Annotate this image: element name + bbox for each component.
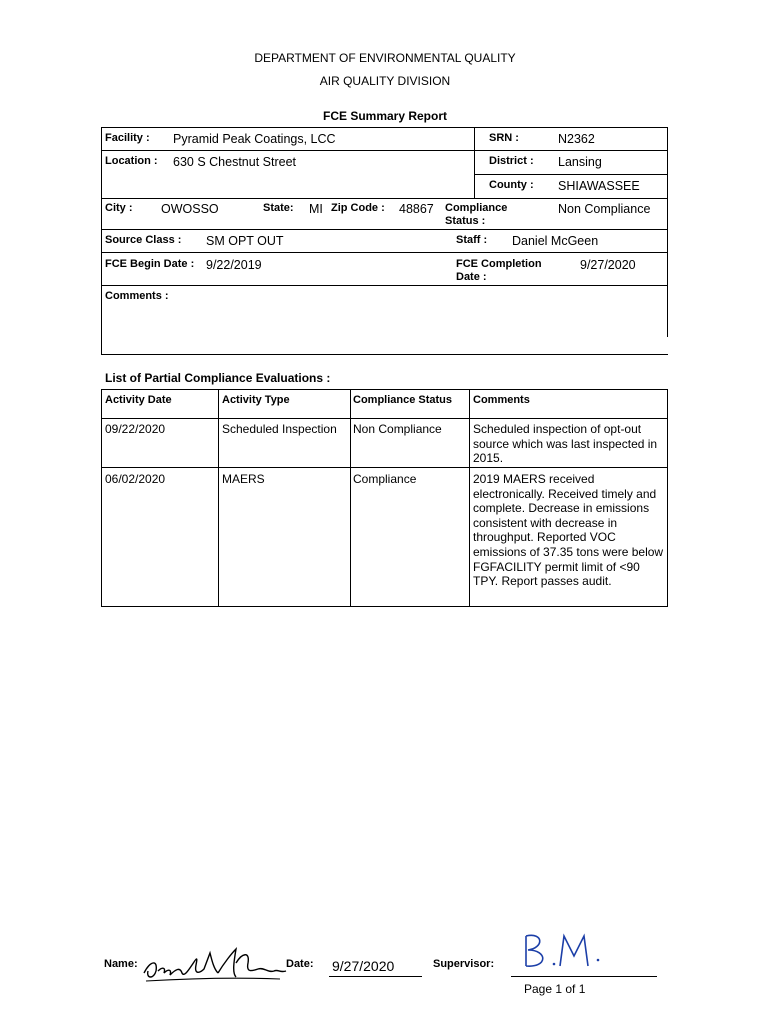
county-label: County : <box>489 179 534 191</box>
staff-value: Daniel McGeen <box>512 234 599 248</box>
page-number: Page 1 of 1 <box>524 982 586 996</box>
district-value: Lansing <box>558 155 602 169</box>
pce-title: List of Partial Compliance Evaluations : <box>105 371 331 385</box>
source-class-value: SM OPT OUT <box>206 234 284 248</box>
department-heading: DEPARTMENT OF ENVIRONMENTAL QUALITY <box>254 51 516 65</box>
facility-label: Facility : <box>105 132 150 144</box>
zip-label: Zip Code : <box>331 202 385 214</box>
district-label: District : <box>489 155 534 167</box>
column-header-activity-date: Activity Date <box>105 394 172 406</box>
name-signature <box>140 943 290 987</box>
fce-completion-value: 9/27/2020 <box>580 258 636 272</box>
row-activity-type: MAERS <box>222 472 265 486</box>
state-value: MI <box>309 202 323 216</box>
column-header-compliance-status: Compliance Status <box>353 394 453 406</box>
supervisor-label: Supervisor: <box>433 958 495 970</box>
row-comments: 2019 MAERS received electronically. Received timely and complete. Decrease in emissions consistent with decrease in throughput. Reported VOC emissions of 37.35 tons were below FGFACILITY permit limit of <90 TPY. Report passes audit. <box>473 472 664 589</box>
compliance-status-label-line1: Compliance <box>445 202 508 214</box>
row-compliance-status: Non Compliance <box>353 422 442 436</box>
row-activity-date: 06/02/2020 <box>105 472 166 486</box>
fce-begin-label: FCE Begin Date : <box>105 258 195 270</box>
column-header-comments: Comments <box>473 394 530 406</box>
zip-value: 48867 <box>399 202 434 216</box>
fce-begin-value: 9/22/2019 <box>206 258 262 272</box>
city-value: OWOSSO <box>161 202 219 216</box>
report-title: FCE Summary Report <box>322 109 448 123</box>
row-comments: Scheduled inspection of opt-out source which was last inspected in 2015. <box>473 422 658 466</box>
date-value: 9/27/2020 <box>332 958 395 974</box>
supervisor-initials-signature <box>518 930 608 972</box>
column-header-activity-type: Activity Type <box>222 394 290 406</box>
name-label: Name: <box>104 958 138 970</box>
state-label: State: <box>263 202 294 214</box>
compliance-status-value: Non Compliance <box>558 202 651 216</box>
facility-value: Pyramid Peak Coatings, LCC <box>173 132 336 146</box>
comments-label: Comments : <box>105 290 169 302</box>
compliance-status-label-line2: Status : <box>445 215 486 227</box>
location-label: Location : <box>105 155 158 167</box>
srn-value: N2362 <box>558 132 595 146</box>
county-value: SHIAWASSEE <box>558 179 640 193</box>
supervisor-underline <box>511 976 657 977</box>
location-value: 630 S Chestnut Street <box>173 155 296 169</box>
date-label: Date: <box>286 958 314 970</box>
staff-label: Staff : <box>456 234 488 246</box>
row-activity-date: 09/22/2020 <box>105 422 166 436</box>
fce-completion-label-line1: FCE Completion <box>456 258 542 270</box>
srn-label: SRN : <box>489 132 519 144</box>
row-activity-type: Scheduled Inspection <box>222 422 337 436</box>
city-label: City : <box>105 202 133 214</box>
date-underline <box>329 976 422 977</box>
division-heading: AIR QUALITY DIVISION <box>319 74 451 88</box>
row-compliance-status: Compliance <box>353 472 417 486</box>
fce-completion-label-line2: Date : <box>456 271 487 283</box>
source-class-label: Source Class : <box>105 234 182 246</box>
